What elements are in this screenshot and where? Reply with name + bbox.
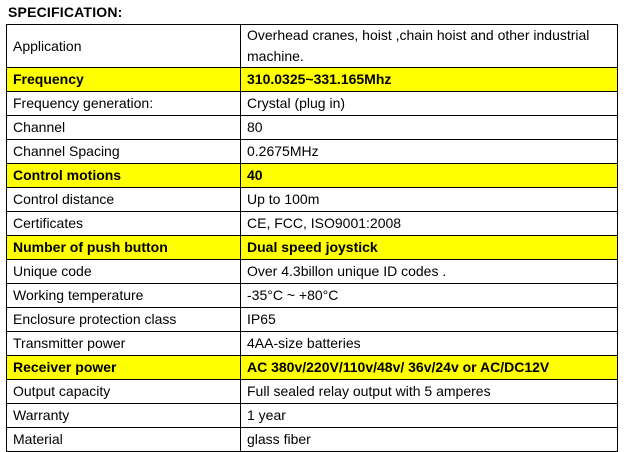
page-title: SPECIFICATION: <box>8 4 123 20</box>
spec-row <box>7 284 618 308</box>
spec-value: Dual speed joystick <box>241 236 618 260</box>
spec-label: Enclosure protection class <box>7 308 241 332</box>
spec-row <box>7 92 618 116</box>
spec-label: Control distance <box>7 188 241 212</box>
spec-value: Overhead cranes, hoist ,chain hoist and other industrial machine. <box>241 25 618 68</box>
spec-value: Up to 100m <box>241 188 618 212</box>
spec-value: Full sealed relay output with 5 amperes <box>241 380 618 404</box>
spec-value: 0.2675MHz <box>241 140 618 164</box>
spec-value: CE, FCC, ISO9001:2008 <box>241 212 618 236</box>
spec-value: 80 <box>241 116 618 140</box>
spec-label: Control motions <box>7 164 241 188</box>
specification-table <box>6 24 618 452</box>
spec-row <box>7 212 618 236</box>
spec-value: Over 4.3billon unique ID codes . <box>241 260 618 284</box>
spec-label: Application <box>7 25 241 68</box>
spec-label: Certificates <box>7 212 241 236</box>
spec-row <box>7 428 618 452</box>
spec-row <box>7 308 618 332</box>
spec-label: Transmitter power <box>7 332 241 356</box>
spec-row <box>7 404 618 428</box>
spec-label: Number of push button <box>7 236 241 260</box>
spec-label: Output capacity <box>7 380 241 404</box>
spec-value: IP65 <box>241 308 618 332</box>
spec-value: Crystal (plug in) <box>241 92 618 116</box>
spec-label: Frequency <box>7 68 241 92</box>
spec-value: 1 year <box>241 404 618 428</box>
spec-label: Material <box>7 428 241 452</box>
spec-row <box>7 236 618 260</box>
spec-value: glass fiber <box>241 428 618 452</box>
spec-row <box>7 260 618 284</box>
spec-value: 310.0325~331.165Mhz <box>241 68 618 92</box>
spec-row <box>7 164 618 188</box>
spec-label: Frequency generation: <box>7 92 241 116</box>
spec-value: AC 380v/220V/110v/48v/ 36v/24v or AC/DC12V <box>241 356 618 380</box>
spec-value: -35°C ~ +80°C <box>241 284 618 308</box>
spec-row <box>7 68 618 92</box>
spec-value: 40 <box>241 164 618 188</box>
spec-label: Warranty <box>7 404 241 428</box>
spec-row <box>7 380 618 404</box>
spec-label: Working temperature <box>7 284 241 308</box>
spec-row <box>7 140 618 164</box>
spec-row <box>7 25 618 68</box>
spec-row <box>7 188 618 212</box>
spec-row <box>7 116 618 140</box>
spec-row <box>7 356 618 380</box>
spec-label: Unique code <box>7 260 241 284</box>
spec-label: Channel <box>7 116 241 140</box>
spec-label: Channel Spacing <box>7 140 241 164</box>
spec-label: Receiver power <box>7 356 241 380</box>
spec-value: 4AA-size batteries <box>241 332 618 356</box>
specification-table-body <box>7 25 618 452</box>
spec-row <box>7 332 618 356</box>
